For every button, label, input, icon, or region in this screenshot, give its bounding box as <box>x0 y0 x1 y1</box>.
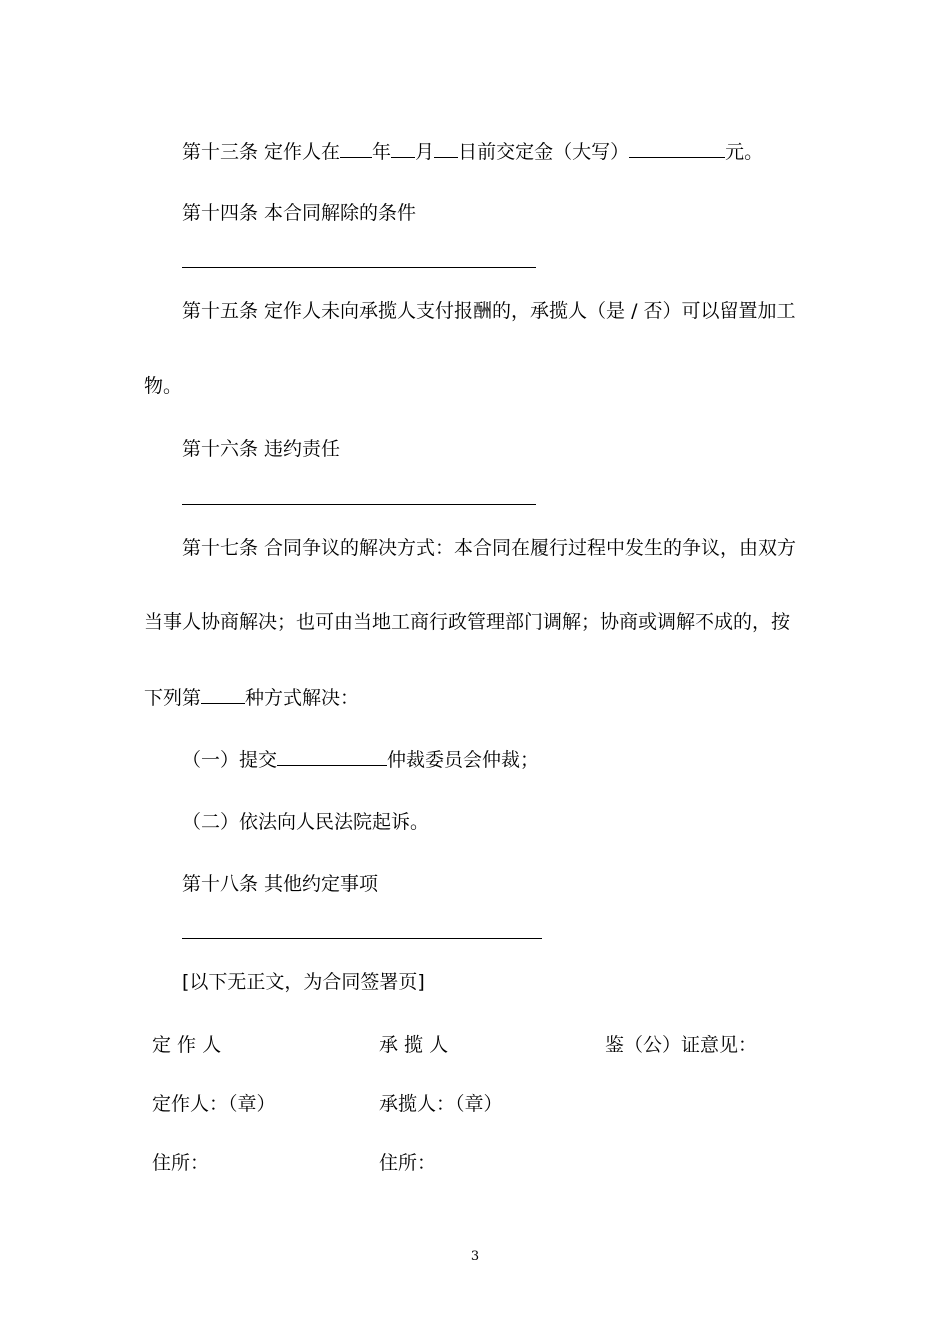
article-15-line-1: 第十五条 定作人未向承揽人支付报酬的，承揽人（是 / 否）可以留置加工 <box>182 300 796 322</box>
arbitration-commission-blank <box>277 747 387 766</box>
article-13-text-2: 年 <box>372 141 392 163</box>
contractor-address-label: 住所： <box>152 1152 210 1174</box>
article-13-text-1: 第十三条 定作人在 <box>182 141 341 163</box>
article-17-line-3-text-1: 下列第 <box>144 687 202 709</box>
article-13-text-5: 元。 <box>725 141 764 163</box>
contractor-seal-label: 定作人：（章） <box>152 1093 276 1115</box>
option-1-text-1: （一）提交 <box>182 749 278 771</box>
article-13 <box>182 139 763 164</box>
end-note: [以下无正文，为合同签署页] <box>182 971 425 993</box>
page-number: 3 <box>470 1249 480 1264</box>
article-16-fill-line <box>182 504 536 505</box>
signature-heading-notary: 鉴（公）证意见： <box>605 1034 758 1056</box>
article-13-text-4: 日前交定金（大写） <box>458 141 630 163</box>
article-18-title: 第十八条 其他约定事项 <box>182 873 379 895</box>
deposit-amount-blank <box>629 139 725 158</box>
article-17-line-3-text-2: 种方式解决： <box>245 687 360 709</box>
signature-heading-undertaker: 承 揽 人 <box>379 1034 449 1056</box>
undertaker-address-label: 住所： <box>379 1152 437 1174</box>
option-1-text-2: 仲裁委员会仲裁； <box>387 749 540 771</box>
method-number-blank <box>201 685 245 704</box>
year-blank <box>340 139 372 158</box>
undertaker-seal-label: 承揽人：（章） <box>379 1093 503 1115</box>
article-18-fill-line <box>182 938 542 939</box>
article-16-title: 第十六条 违约责任 <box>182 438 341 460</box>
article-17-option-2: （二）依法向人民法院起诉。 <box>182 811 430 833</box>
article-14-title: 第十四条 本合同解除的条件 <box>182 202 417 224</box>
article-15-line-2: 物。 <box>144 375 183 397</box>
signature-heading-contractor: 定 作 人 <box>152 1034 222 1056</box>
article-13-text-3: 月 <box>415 141 435 163</box>
article-17-line-3 <box>144 685 359 710</box>
month-blank <box>391 139 415 158</box>
article-17-option-1 <box>182 747 539 772</box>
article-17-line-2: 当事人协商解决；也可由当地工商行政管理部门调解；协商或调解不成的，按 <box>144 611 791 633</box>
article-14-fill-line <box>182 267 536 268</box>
article-17-line-1: 第十七条 合同争议的解决方式：本合同在履行过程中发生的争议，由双方 <box>182 537 797 559</box>
day-blank <box>434 139 458 158</box>
